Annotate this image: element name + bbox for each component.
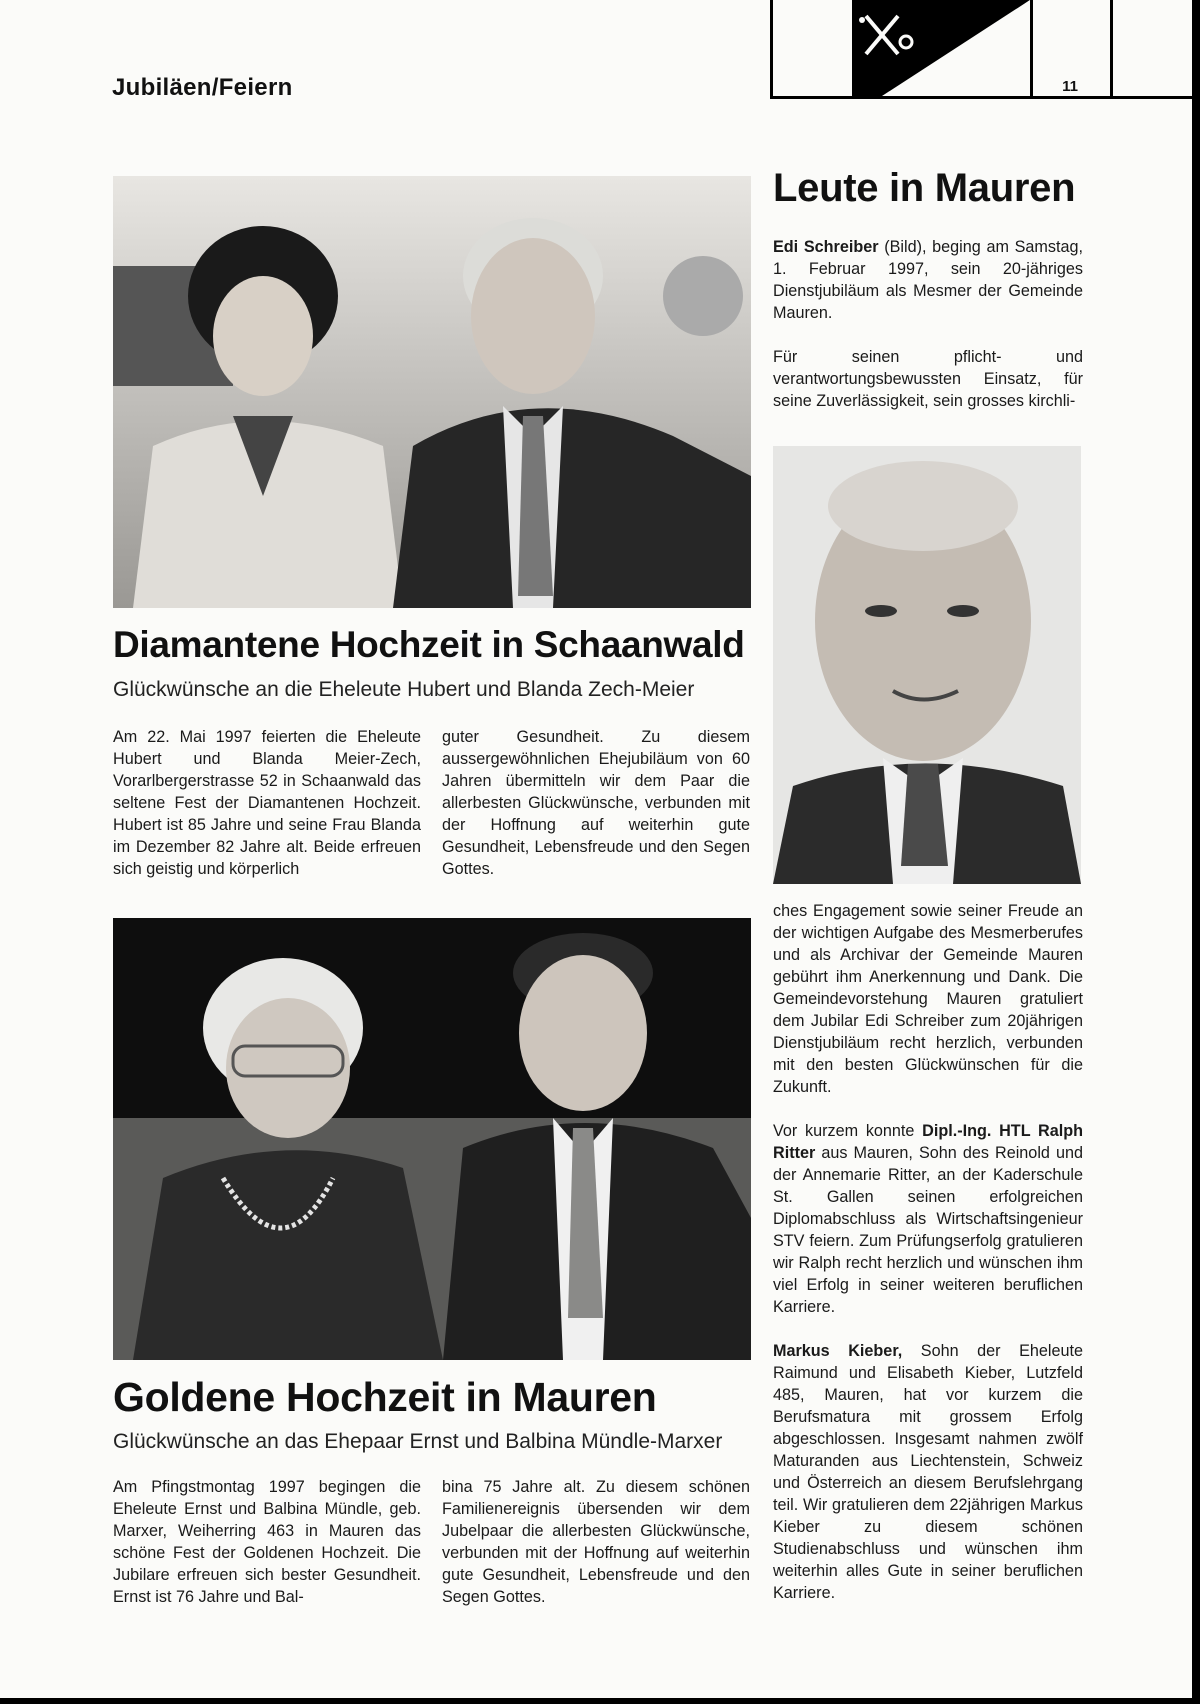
article2-subtitle: Glückwünsche an das Ehepaar Ernst und Balbina Mündle-Marxer xyxy=(113,1430,723,1453)
person-name: Edi Schreiber xyxy=(773,238,879,256)
article1-title: Diamantene Hochzeit in Schaanwald xyxy=(113,624,745,665)
section-label: Jubiläen/Feiern xyxy=(112,74,293,101)
portrait-photo xyxy=(773,446,1081,884)
person-name: Dipl.-Ing. HTL Ralph Ritter xyxy=(773,1122,1083,1162)
crest-icon xyxy=(852,0,1030,96)
header-grid-cell xyxy=(1110,0,1195,96)
article2-paragraph: Am Pfingstmontag 1997 begingen die Eheleute Ernst und Balbina Mündle, geb. Marxer, Weiherring 463 in Mauren das schöne Fest der Goldenen Hochzeit. Die Jubilare erfreuen sich bester Gesundheit. Ernst ist 76 Jahre und Bal- xyxy=(113,1478,421,1606)
person-name: Markus Kieber, xyxy=(773,1342,903,1360)
article2-paragraph: bina 75 Jahre alt. Zu diesem schönen Familienereignis übersenden wir dem Jubelpaar die allerbesten Glückwünsche, verbunden mit der Hoffnung auf weiterhin gute Gesundheit, Lebensfreude und den Segen Gottes. xyxy=(442,1478,750,1606)
article1-column-1 xyxy=(113,726,421,880)
page-number: 11 xyxy=(1062,78,1078,95)
couple-photo-diamond xyxy=(113,176,751,608)
couple-photo-golden xyxy=(113,918,751,1360)
article2-column-2 xyxy=(442,1476,750,1608)
article2-column-1 xyxy=(113,1476,421,1608)
article1-paragraph: guter Gesundheit. Zu diesem aussergewöhnlichen Ehejubiläum von 60 Jahren übermitteln wir dem Paar die allerbesten Glückwünsche, verbunden mit der Hoffnung auf weiterhin gute Gesundheit, Lebensfreude und den Segen Gottes. xyxy=(442,728,750,878)
sidebar-paragraph: Markus Kieber, Sohn der Eheleute Raimund und Elisabeth Kieber, Lutzfeld 485, Mauren, hat vor kurzem die Berufsmatura mit grossem Erfolg abgeschlossen. Insgesamt nahmen zwölf Maturanden aus Liechtenstein, Schweiz und Österreich an diesem Berufslehrgang teil. Wir gratulieren dem 22jährigen Markus Kieber zu diesem schönen Studienabschluss und wünschen ihm weiterhin alles Gute in seiner beruflichen Karriere. xyxy=(773,1342,1083,1602)
sidebar-paragraph: Für seinen pflicht- und verantwortungsbewussten Einsatz, für seine Zuverlässigkeit, sein grosses kirchli- xyxy=(773,348,1083,410)
article1-column-2 xyxy=(442,726,750,880)
article1-paragraph: Am 22. Mai 1997 feierten die Eheleute Hubert und Blanda Meier-Zech, Vorarlbergerstrasse 52 in Schaanwald das seltene Fest der Diamantenen Hochzeit. Hubert ist 85 Jahre und seine Frau Blanda im Dezember 82 Jahre alt. Beide erfreuen sich geistig und körperlich xyxy=(113,728,421,878)
sidebar-paragraph: Edi Schreiber (Bild), beging am Samstag, 1. Februar 1997, sein 20-jähriges Dienstjubiläum als Mesmer der Gemeinde Mauren. xyxy=(773,238,1083,322)
sidebar-paragraph: ches Engagement sowie seiner Freude an der wichtigen Aufgabe des Mesmerberufes und als Archivar der Gemeinde Mauren gebührt ihm Anerkennung und Dank. Die Gemeindevorstehung Mauren gratuliert dem Jubilar Edi Schreiber zum 20jährigen Dienstjubiläum recht herzlich, verbunden mit den besten Glückwünschen für die Zukunft. xyxy=(773,902,1083,1096)
article1-subtitle: Glückwünsche an die Eheleute Hubert und Blanda Zech-Meier xyxy=(113,678,695,701)
header-grid-cell xyxy=(770,0,855,96)
sidebar-text-top xyxy=(773,236,1083,412)
sidebar-text-bottom xyxy=(773,900,1083,1604)
sidebar-title: Leute in Mauren xyxy=(773,166,1076,210)
header-rule xyxy=(770,96,1192,99)
article2-title: Goldene Hochzeit in Mauren xyxy=(113,1374,657,1420)
sidebar-paragraph: Vor kurzem konnte Dipl.-Ing. HTL Ralph Ritter aus Mauren, Sohn des Reinold und der Annemarie Ritter, an der Kaderschule St. Gallen seinen erfolgreichen Diplomabschluss als Wirtschaftsingenieur STV feiern. Zum Prüfungserfolg gratulieren wir Ralph recht herzlich und wünschen ihm viel Erfolg in seiner weiteren beruflichen Karriere. xyxy=(773,1122,1083,1316)
